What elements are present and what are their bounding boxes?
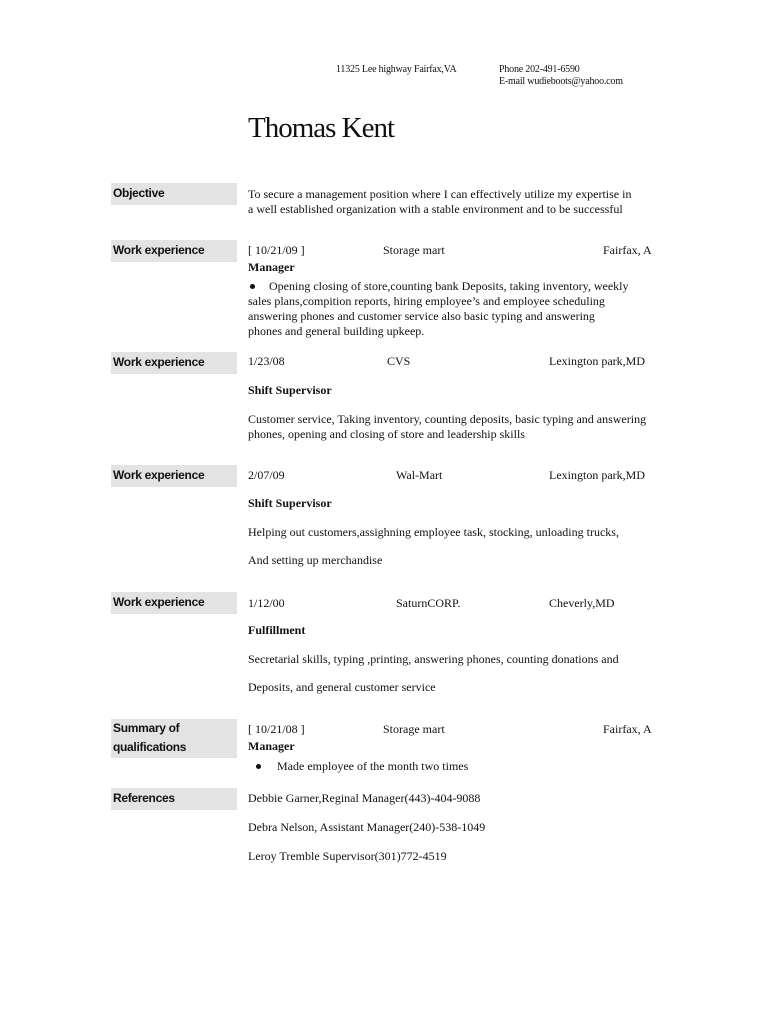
bullet-icon bbox=[250, 284, 255, 289]
address: 11325 Lee highway Fairfax,VA bbox=[336, 64, 457, 75]
bullet-icon bbox=[256, 764, 261, 769]
objective-line: a well established organization with a stable environment and to be successful bbox=[248, 202, 623, 216]
job-location: Lexington park,MD bbox=[549, 354, 645, 368]
objective-line: To secure a management position where I can effectively utilize my expertise in bbox=[248, 187, 632, 201]
section-label-work-experience: Work experience bbox=[111, 592, 237, 614]
description-line: Helping out customers,assighning employee task, stocking, unloading trucks, bbox=[248, 525, 619, 539]
summary-label-line: Summary of bbox=[113, 721, 180, 735]
email: E-mail wudieboots@yahoo.com bbox=[499, 76, 623, 87]
description-line: Secretarial skills, typing ,printing, answering phones, counting donations and bbox=[248, 652, 619, 666]
applicant-name: Thomas Kent bbox=[248, 112, 395, 144]
description-line: Customer service, Taking inventory, counting deposits, basic typing and answering bbox=[248, 412, 647, 426]
summary-label-line: qualifications bbox=[113, 740, 187, 754]
job-location: Fairfax, A bbox=[603, 243, 652, 257]
description-line: Opening closing of store,counting bank Deposits, taking inventory, weekly bbox=[269, 279, 629, 293]
description-line: phones, opening and closing of store and leadership skills bbox=[248, 427, 525, 441]
description-line: phones and general building upkeep. bbox=[248, 324, 425, 338]
job-location: Cheverly,MD bbox=[549, 596, 615, 610]
summary-company: Storage mart bbox=[383, 722, 445, 736]
summary-bullet-text: Made employee of the month two times bbox=[277, 759, 469, 773]
job-title: Shift Supervisor bbox=[248, 383, 332, 397]
summary-date: [ 10/21/08 ] bbox=[248, 722, 305, 736]
job-description bbox=[248, 279, 678, 339]
job-location: Lexington park,MD bbox=[549, 468, 645, 482]
reference-item: Debbie Garner,Reginal Manager(443)-404-9088 bbox=[248, 791, 481, 805]
section-label-references: References bbox=[111, 788, 237, 810]
job-title: Fulfillment bbox=[248, 623, 306, 637]
job-company: Storage mart bbox=[383, 243, 445, 257]
section-label-work-experience: Work experience bbox=[111, 352, 237, 374]
description-line: sales plans,compition reports, hiring employee’s and employee scheduling bbox=[248, 294, 605, 308]
job-company: Wal-Mart bbox=[396, 468, 443, 482]
job-date: [ 10/21/09 ] bbox=[248, 243, 305, 257]
job-title: Manager bbox=[248, 260, 295, 274]
job-title: Shift Supervisor bbox=[248, 496, 332, 510]
description-line: Deposits, and general customer service bbox=[248, 680, 436, 694]
job-description bbox=[248, 412, 678, 442]
job-date: 1/23/08 bbox=[248, 354, 285, 368]
job-date: 1/12/00 bbox=[248, 596, 285, 610]
phone: Phone 202-491-6590 bbox=[499, 64, 580, 75]
summary-location: Fairfax, A bbox=[603, 722, 652, 736]
description-line: answering phones and customer service also basic typing and answering bbox=[248, 309, 595, 323]
summary-bullet bbox=[248, 759, 468, 774]
job-date: 2/07/09 bbox=[248, 468, 285, 482]
objective-text bbox=[248, 187, 678, 217]
section-label-work-experience: Work experience bbox=[111, 240, 237, 262]
reference-item: Debra Nelson, Assistant Manager(240)-538-1049 bbox=[248, 820, 486, 834]
section-label-summary bbox=[111, 719, 237, 758]
description-line: And setting up merchandise bbox=[248, 553, 383, 567]
section-label-objective: Objective bbox=[111, 183, 237, 205]
job-company: CVS bbox=[387, 354, 411, 368]
summary-title: Manager bbox=[248, 739, 295, 753]
reference-item: Leroy Tremble Supervisor(301)772-4519 bbox=[248, 849, 447, 863]
job-company: SaturnCORP. bbox=[396, 596, 461, 610]
section-label-work-experience: Work experience bbox=[111, 465, 237, 487]
